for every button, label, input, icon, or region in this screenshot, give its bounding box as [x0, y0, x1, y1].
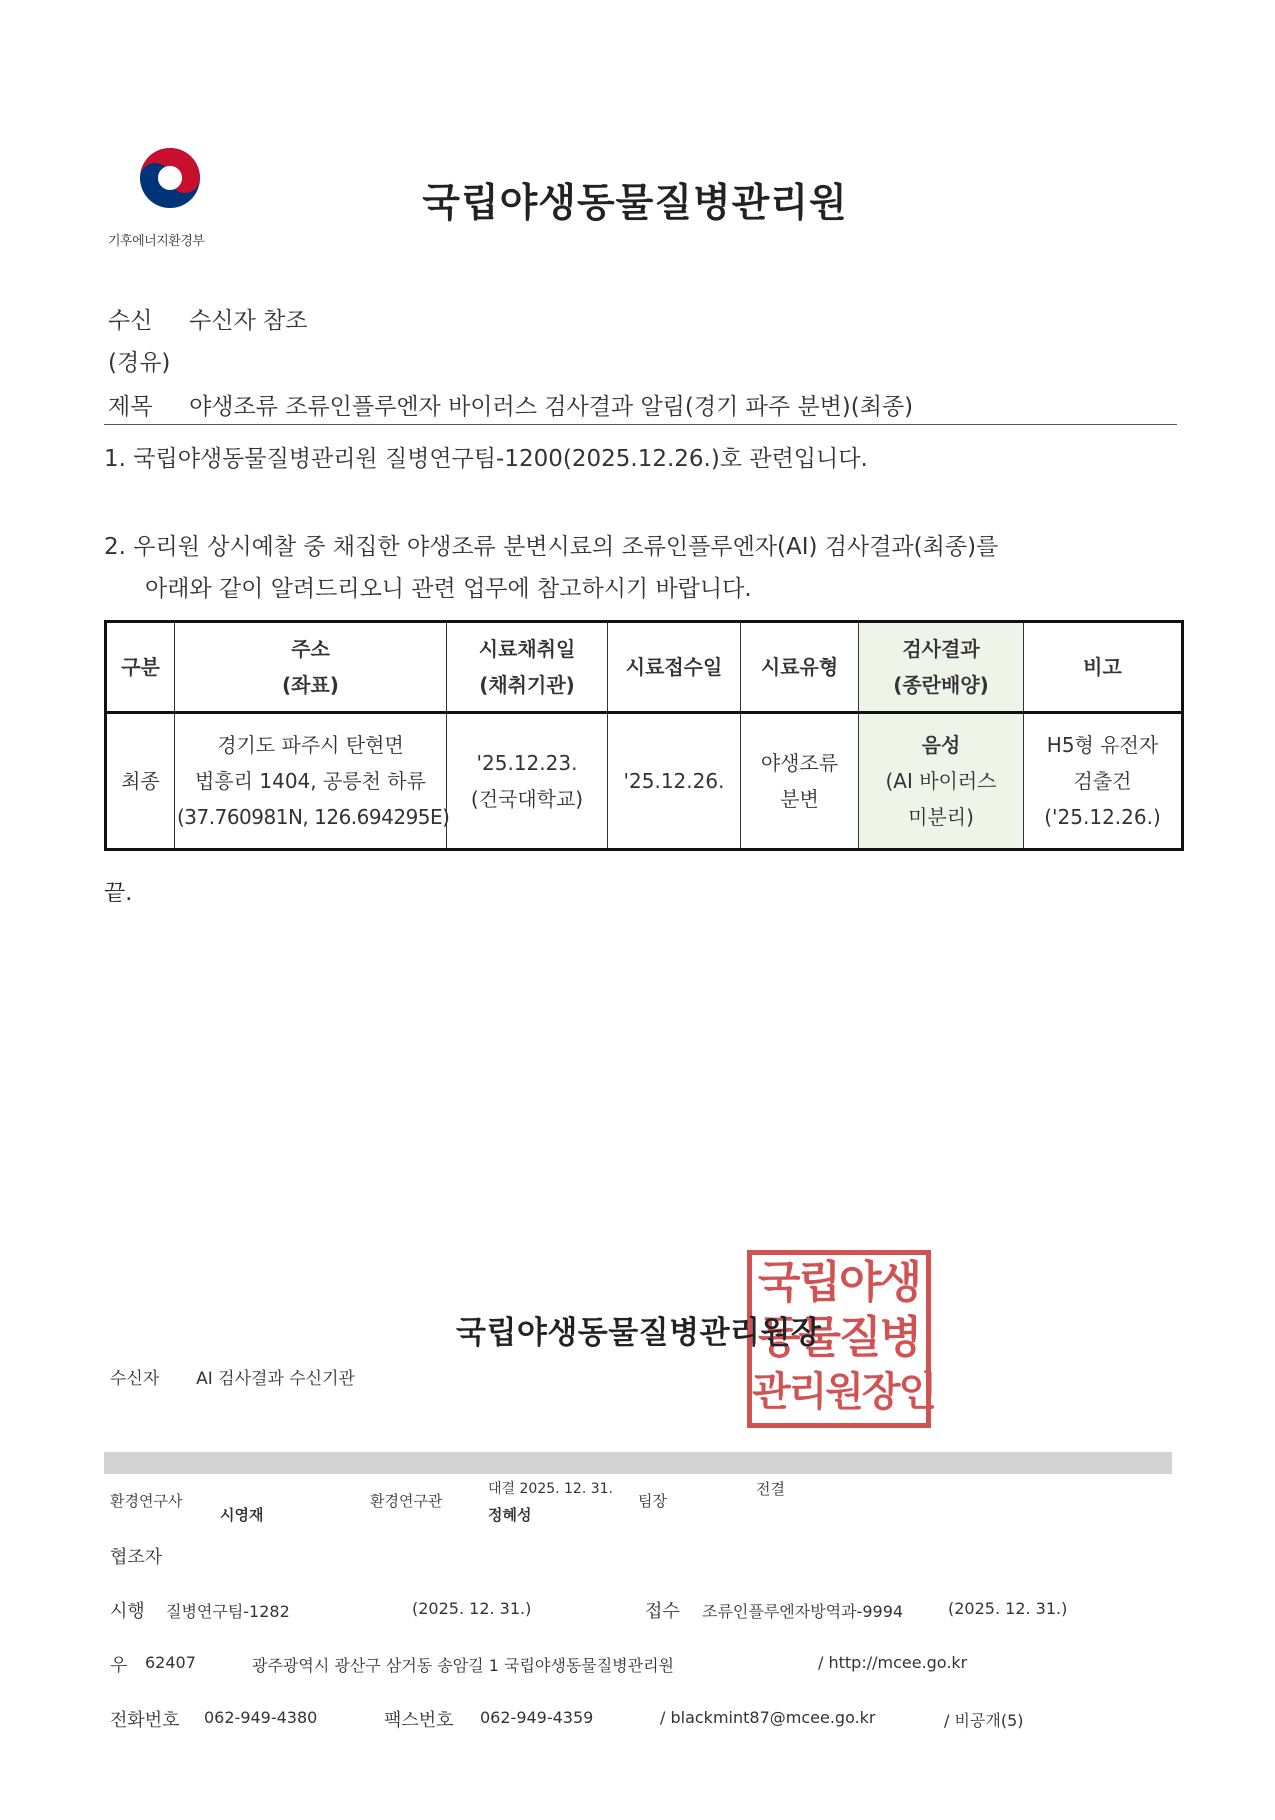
- issuer-title: 국립야생동물질병관리원장: [456, 1315, 822, 1351]
- subject-line: [108, 388, 913, 421]
- table-header-row: [106, 622, 1183, 713]
- approval-researcher-name: 시영재: [220, 1506, 264, 1524]
- subject-label: 제목: [108, 394, 153, 420]
- subject-value: 야생조류 조류인플루엔자 바이러스 검사결과 알림(경기 파주 분변)(최종): [189, 394, 914, 420]
- header-category: 구분: [106, 622, 175, 713]
- table-row: [106, 713, 1183, 850]
- approval-senior-role: 환경연구관: [370, 1492, 443, 1510]
- org-address: 광주광역시 광산구 삼거동 송암길 1 국립야생동물질병관리원: [252, 1656, 675, 1675]
- receipt-date: (2025. 12. 31.): [948, 1599, 1068, 1618]
- fax-number: 062-949-4359: [480, 1708, 594, 1727]
- recipients-line: [110, 1364, 355, 1389]
- header-received-date: 시료접수일: [608, 622, 741, 713]
- phone-number: 062-949-4380: [204, 1708, 318, 1727]
- seal-text-line-3: 관리원장인: [752, 1369, 936, 1415]
- header-address: 주소 (좌표): [175, 622, 447, 713]
- header-note: 비고: [1024, 622, 1183, 713]
- header-sample-type: 시료유형: [741, 622, 859, 713]
- header-collected-date: 시료채취일 (채취기관): [447, 622, 608, 713]
- cell-collected: '25.12.23. (건국대학교): [447, 713, 608, 850]
- recipient-line: [108, 302, 307, 335]
- email-link[interactable]: / blackmint87@mcee.go.kr: [660, 1708, 876, 1727]
- receipt-number: 조류인플루엔자방역과-9994: [702, 1602, 904, 1621]
- enforce-number: 질병연구팀-1282: [166, 1602, 290, 1621]
- results-table: [104, 620, 1184, 851]
- paragraph-2-line-2: 아래와 같이 알려드리오니 관련 업무에 참고하시기 바랍니다.: [145, 576, 752, 602]
- cell-note: H5형 유전자 검출건 ('25.12.26.): [1024, 713, 1183, 850]
- paragraph-1: 1. 국립야생동물질병관리원 질병연구팀-1200(2025.12.26.)호 관련입니다.: [104, 446, 868, 472]
- cell-test-result: 음성 (AI 바이러스 미분리): [859, 713, 1024, 850]
- paragraph-2-line-1: 2. 우리원 상시예찰 중 채집한 야생조류 분변시료의 조류인플루엔자(AI) 검사결과(최종)를: [104, 534, 999, 560]
- enforce-date: (2025. 12. 31.): [412, 1599, 532, 1618]
- approval-final-role: 전결: [756, 1480, 785, 1498]
- approval-senior-decision: 대결 2025. 12. 31.: [488, 1481, 614, 1497]
- end-mark: 끝.: [104, 881, 133, 906]
- header-test-result: 검사결과 (종란배양): [859, 622, 1024, 713]
- seal-text-line-2: 동물질병: [757, 1312, 920, 1363]
- approval-researcher-role: 환경연구사: [110, 1492, 183, 1510]
- cooperator-label: 협조자: [110, 1547, 163, 1568]
- recipients-label: 수신자: [110, 1369, 160, 1389]
- cell-address: 경기도 파주시 탄현면 법흥리 1404, 공릉천 하류 (37.760981N, 126.694295E): [175, 713, 447, 850]
- fax-label: 팩스번호: [384, 1710, 454, 1731]
- website-link[interactable]: / http://mcee.go.kr: [818, 1653, 968, 1672]
- receipt-label: 접수: [645, 1601, 680, 1622]
- postal-code: 62407: [145, 1653, 196, 1672]
- recipient-value: 수신자 참조: [189, 308, 308, 334]
- disclosure-status: / 비공개(5): [944, 1711, 1024, 1730]
- recipient-label: 수신: [108, 308, 153, 334]
- enforce-label: 시행: [110, 1601, 145, 1622]
- postal-label: 우: [110, 1655, 128, 1676]
- recipients-value: AI 검사결과 수신기관: [196, 1369, 355, 1389]
- cell-received: '25.12.26.: [608, 713, 741, 850]
- subject-divider: [104, 424, 1177, 425]
- separator-bar: [104, 1452, 1172, 1474]
- phone-label: 전화번호: [110, 1710, 180, 1731]
- approval-senior-name: 정혜성: [488, 1506, 532, 1524]
- cell-sample-type: 야생조류 분변: [741, 713, 859, 850]
- approval-team-lead-role: 팀장: [638, 1492, 667, 1510]
- ministry-name: 기후에너지환경부: [108, 234, 205, 249]
- taegeuk-emblem-icon: [138, 146, 202, 210]
- cell-category: 최종: [106, 713, 175, 850]
- via-line: (경유): [108, 350, 171, 376]
- ministry-logo: [108, 146, 234, 256]
- seal-text-line-1: 국립야생: [757, 1257, 920, 1308]
- document-header-title: 국립야생동물질병관리원: [422, 181, 848, 226]
